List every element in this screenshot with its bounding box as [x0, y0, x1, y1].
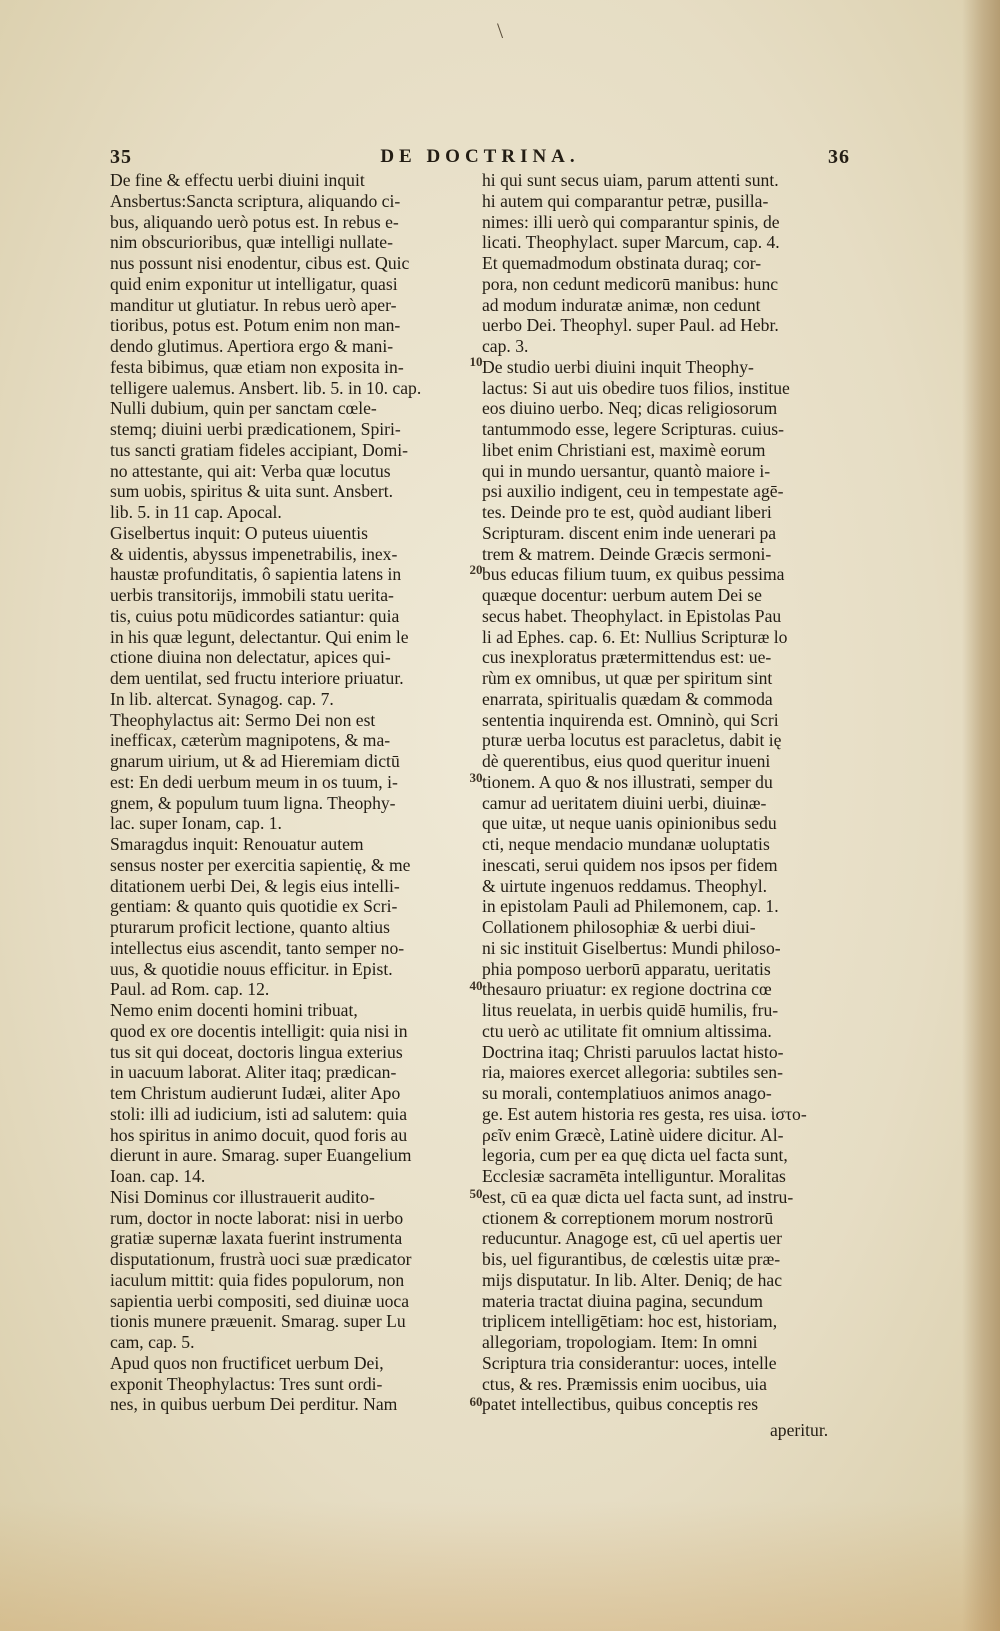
text-line: Ecclesiæ sacramēta intelliguntur. Moralitas — [482, 1166, 786, 1186]
text-line: uerbo Dei. Theophyl. super Paul. ad Hebr. — [482, 315, 779, 336]
text-line: sensus noster per exercitia sapientię, & me — [110, 854, 411, 875]
text-line: patet intellectibus, quibus conceptis res — [482, 1394, 759, 1415]
line-number: 20 — [469, 562, 483, 577]
text-line: telligere ualemus. Ansbert. lib. 5. in 10. cap. — [110, 377, 422, 398]
text-line: ria, maiores exercet allegoria: subtiles sen- — [482, 1062, 783, 1083]
text-line: tionem. A quo & nos illustrati, semper du — [482, 771, 773, 792]
text-line: uerbis transitorijs, immobili statu uerita- — [110, 585, 394, 605]
text-line: De fine & effectu uerbi diuini inquit — [110, 170, 365, 190]
text-line: & uirtute ingenuos reddamus. Theophyl. — [482, 875, 768, 896]
text-line: intellectus eius ascendit, tanto semper no- — [110, 937, 405, 958]
text-line: tionis munere præuenit. Smarag. super Lu — [110, 1311, 406, 1332]
right-text-column — [482, 170, 854, 1415]
text-line: nes, in quibus uerbum Dei perditur. Nam — [110, 1394, 398, 1415]
text-line: tis, cuius potu mūdicordes satiantur: quia — [110, 605, 400, 626]
text-line: Ioan. cap. 14. — [110, 1166, 206, 1186]
text-line: phia pomposo uerborū apparatu, ueritatis — [482, 958, 771, 979]
text-line: ge. Est autem historia res gesta, res uisa. ἱστο- — [482, 1103, 807, 1124]
text-line: tes. Deinde pro te est, quòd audiant liberi — [482, 502, 772, 522]
text-line: Scripturam. discent enim inde uenerari pa — [482, 522, 777, 543]
text-line: iaculum mittit: quia fides populorum, non — [110, 1269, 405, 1290]
text-line: Ansbertus:Sancta scriptura, aliquando ci- — [110, 190, 401, 211]
text-line: libet enim Christiani est, maximè eorum — [482, 439, 766, 460]
text-line: materia tractat diuina pagina, secundum — [482, 1290, 763, 1311]
text-line: lib. 5. in 11 cap. Apocal. — [110, 502, 282, 522]
text-line: tem Christum audierunt Iudæi, aliter Apo — [110, 1083, 401, 1103]
text-line: reducuntur. Anagoge est, cū uel apertis uer — [482, 1228, 782, 1249]
text-line: Nulli dubium, quin per sanctam cœle- — [110, 398, 377, 419]
text-line: tantummodo esse, legere Scripturas. cuius- — [482, 419, 784, 439]
page-header — [110, 146, 850, 172]
text-line: ctionem & correptionem morum nostrorū — [482, 1207, 774, 1228]
text-line: bis, uel figurantibus, de cœlestis uitæ præ- — [482, 1249, 781, 1269]
text-line: sententia inquirenda est. Omninò, qui Scri — [482, 709, 779, 730]
page-number-right: 36 — [828, 146, 850, 168]
text-line: enarrata, spiritualis quædam & commoda — [482, 688, 773, 709]
text-line: stemq; diuini uerbi prædicationem, Spiri- — [110, 419, 401, 439]
text-line: ctus, & res. Præmissis enim uocibus, uia — [482, 1373, 767, 1394]
text-line: cti, neque mendacio mundanæ uoluptatis — [482, 834, 770, 854]
text-line: est: En dedi uerbum meum in os tuum, i- — [110, 771, 398, 792]
text-line: no attestante, qui ait: Verba quæ locutus — [110, 460, 391, 481]
text-line: li ad Ephes. cap. 6. Et: Nullius Scripturæ lo — [482, 626, 788, 647]
text-line: cam, cap. 5. — [110, 1332, 195, 1352]
text-line: eos diuino uerbo. Neq; dicas religiosorum — [482, 398, 778, 419]
text-line: mijs disputatur. In lib. Alter. Deniq; de hac — [482, 1269, 783, 1290]
text-line: in epistolam Pauli ad Philemonem, cap. 1. — [482, 896, 779, 917]
text-line: rum, doctor in nocte laborat: nisi in uerbo — [110, 1207, 404, 1228]
text-line: bus, aliquando uerò potus est. In rebus e- — [110, 211, 399, 232]
text-line: gratiæ supernæ laxata fuerint instrumenta — [110, 1228, 403, 1249]
text-line: Theophylactus ait: Sermo Dei non est — [110, 709, 376, 730]
text-line: secus habet. Theophylact. in Epistolas Pau — [482, 605, 782, 626]
text-line: Nisi Dominus cor illustrauerit audito- — [110, 1186, 375, 1207]
text-line: & uidentis, abyssus impenetrabilis, inex- — [110, 543, 398, 564]
text-line: cus inexploratus prætermittendus est: ue- — [482, 647, 772, 668]
text-line: nimes: illi uerò qui comparantur spinis, de — [482, 211, 780, 232]
text-line: quæque docentur: uerbum autem Dei se — [482, 585, 762, 605]
text-line: lactus: Si aut uis obedire tuos filios, institue — [482, 377, 790, 398]
left-text-column — [110, 170, 467, 1415]
top-mark: \ — [497, 18, 504, 43]
text-line: De studio uerbi diuini inquit Theophy- — [482, 356, 754, 377]
text-line: ρεῖν enim Græcè, Latinè uidere dicitur. Al- — [482, 1124, 784, 1145]
text-line: legoria, cum per ea quę dicta uel facta sunt, — [482, 1145, 788, 1166]
text-line: disputationum, frustrà uoci suæ prædicator — [110, 1249, 412, 1269]
page-edge-shadow — [962, 0, 1000, 1631]
text-line: inefficax, cæterùm magnipotens, & ma- — [110, 730, 391, 751]
line-number: 60 — [469, 1394, 483, 1409]
text-line: quid enim exponitur ut intelligatur, quasi — [110, 273, 398, 294]
text-line: triplicem intelligētiam: hoc est, historiam, — [482, 1311, 778, 1332]
text-line: tus sit qui doceat, doctoris lingua exterius — [110, 1041, 403, 1062]
text-line: dierunt in aure. Smarag. super Euangelium — [110, 1145, 412, 1166]
text-line: ctione diuina non delectatur, apices qui- — [110, 647, 391, 668]
text-line: hos spiritus in animo docuit, quod foris au — [110, 1124, 408, 1145]
text-line: ctu uerò ac utilitate fit omnium altissima. — [482, 1020, 772, 1041]
text-line: dendo glutimus. Apertiora ergo & mani- — [110, 336, 394, 356]
page-number-left: 35 — [110, 146, 132, 168]
text-line: Paul. ad Rom. cap. 12. — [110, 979, 270, 1000]
text-line: hi qui sunt secus uiam, parum attenti sunt. — [482, 170, 779, 190]
text-line: trem & matrem. Deinde Græcis sermoni- — [482, 543, 772, 564]
text-line: quod ex ore docentis intelligit: quia nisi in — [110, 1020, 408, 1041]
text-line: gnem, & populum tuum ligna. Theophy- — [110, 792, 396, 813]
text-line: dem uentilat, sed fructu interiore priuatur. — [110, 668, 404, 688]
text-line: que uitæ, ut neque uanis opinionibus sedu — [482, 813, 777, 834]
text-line: Smaragdus inquit: Renouatur autem — [110, 834, 364, 854]
text-line: bus educas filium tuum, ex quibus pessima — [482, 564, 785, 585]
line-number: 10 — [469, 354, 483, 369]
text-line: In lib. altercat. Synagog. cap. 7. — [110, 688, 334, 709]
line-number: 40 — [469, 978, 483, 993]
text-line: uus, & quotidie nouus efficitur. in Epist. — [110, 958, 393, 979]
text-line: Apud quos non fructificet uerbum Dei, — [110, 1352, 384, 1373]
text-line: Scriptura tria considerantur: uoces, intelle — [482, 1352, 777, 1373]
text-line: sapientia uerbi compositi, sed diuinæ uoca — [110, 1290, 410, 1311]
text-line: Collationem philosophiæ & uerbi diui- — [482, 917, 756, 937]
text-line: hi autem qui comparantur petræ, pusilla- — [482, 190, 769, 211]
line-number: 50 — [469, 1186, 483, 1201]
text-line: est, cū ea quæ dicta uel facta sunt, ad instru- — [482, 1186, 794, 1207]
text-line: pturæ uerba locutus est paracletus, dabit ię — [482, 730, 782, 751]
text-line: Doctrina itaq; Christi paruulos lactat histo- — [482, 1041, 784, 1062]
text-line: in uacuum laborat. Aliter itaq; prædican- — [110, 1062, 397, 1083]
text-line: tus sancti gratiam fideles accipiant, Domi- — [110, 439, 409, 460]
running-title: DE DOCTRINA. — [380, 146, 580, 167]
text-line: Nemo enim docenti homini tribuat, — [110, 1000, 358, 1020]
text-line: pturarum proficit lectione, quanto altius — [110, 917, 390, 937]
text-line: rùm ex omnibus, ut quæ per spiritum sint — [482, 668, 773, 688]
text-line: stoli: illi ad iudicium, isti ad salutem: quia — [110, 1103, 408, 1124]
text-line: lac. super Ionam, cap. 1. — [110, 813, 282, 834]
text-line: litus reuelata, in uerbis quidē humilis, fru- — [482, 1000, 779, 1020]
line-number: 30 — [469, 770, 483, 785]
text-line: cap. 3. — [482, 336, 529, 356]
text-line: su morali, contemplatiuos animos anago- — [482, 1083, 772, 1103]
text-line: ad modum induratæ animæ, non cedunt — [482, 294, 761, 315]
text-line: camur ad ueritatem diuini uerbi, diuinæ- — [482, 792, 767, 813]
text-line: exponit Theophylactus: Tres sunt ordi- — [110, 1373, 383, 1394]
text-line: psi auxilio indigent, ceu in tempestate agē- — [482, 481, 784, 502]
text-line: thesauro priuatur: ex regione doctrina cœ — [482, 979, 772, 1000]
text-line: haustæ profunditatis, ô sapientia latens in — [110, 564, 402, 585]
text-line: inescati, serui quidem nos ipsos per fidem — [482, 854, 778, 875]
text-line: qui in mundo uersantur, quantò maiore i- — [482, 460, 771, 481]
text-line: sum uobis, spiritus & uita sunt. Ansbert. — [110, 481, 393, 502]
text-line: nus possunt nisi enodentur, cibus est. Quic — [110, 253, 410, 273]
text-line: licati. Theophylact. super Marcum, cap. 4. — [482, 232, 780, 253]
text-line: manditur ut glutiatur. In rebus uerò aper- — [110, 294, 397, 315]
text-line: festa bibimus, quæ etiam non exposita in- — [110, 356, 404, 377]
text-line: dè querentibus, eius quod queritur inueni — [482, 751, 771, 771]
text-line: nim obscurioribus, quæ intelligi nullate- — [110, 232, 393, 253]
text-line: pora, non cedunt medicorū manibus: hunc — [482, 273, 779, 294]
text-line: gentiam: & quanto quis quotidie ex Scri- — [110, 896, 398, 917]
text-line: gnarum uirium, ut & ad Hieremiam dictū — [110, 751, 400, 771]
text-line: ditationem uerbi Dei, & legis eius intelli- — [110, 875, 400, 896]
text-line: tioribus, potus est. Potum enim non man- — [110, 315, 401, 336]
text-line: Giselbertus inquit: O puteus uiuentis — [110, 522, 369, 543]
paper-stain — [0, 1501, 1000, 1631]
text-line: in his quæ legunt, delectantur. Qui enim le — [110, 626, 409, 647]
catchword: aperitur. — [770, 1420, 829, 1440]
text-line: ni sic instituit Giselbertus: Mundi philoso- — [482, 937, 781, 958]
text-line: Et quemadmodum obstinata duraq; cor- — [482, 253, 762, 273]
text-line: allegoriam, tropologiam. Item: In omni — [482, 1332, 758, 1352]
